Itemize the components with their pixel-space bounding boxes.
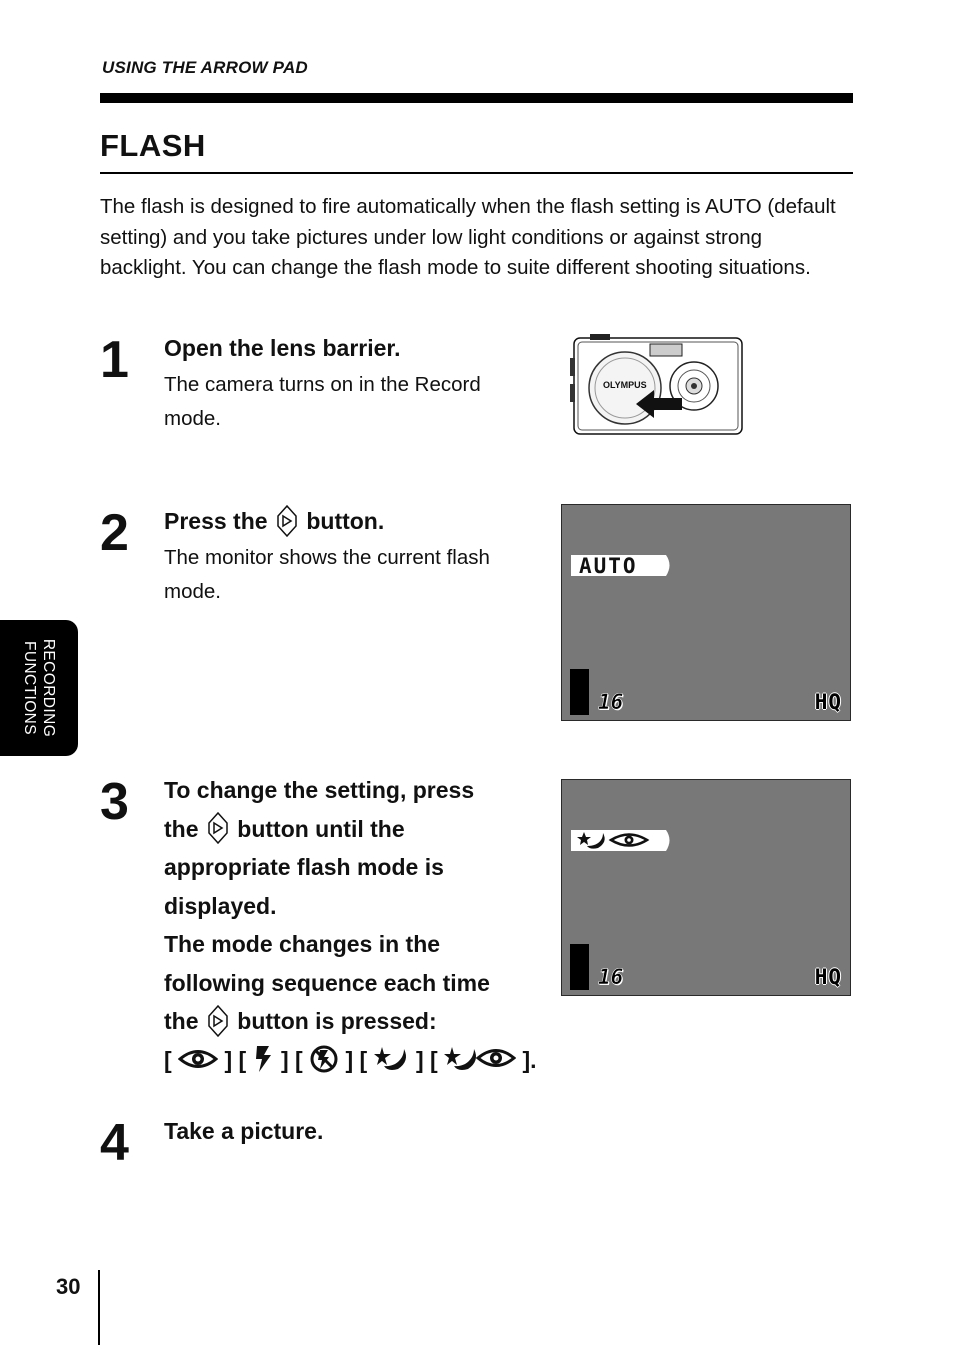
step-2-heading-after: button. [306, 508, 385, 534]
flash-mode-tag [571, 830, 674, 851]
step-3-line-6: following sequence each time [164, 969, 490, 996]
quality-indicator: HQ [814, 690, 842, 714]
right-button-icon [276, 504, 298, 538]
step-2-number: 2 [100, 504, 129, 562]
tag-end-icon [663, 555, 674, 576]
header-section-label: USING THE ARROW PAD [102, 58, 308, 77]
flash-mode-tag [571, 555, 674, 576]
monitor-night-red-eye [561, 779, 851, 996]
night-scene-red-eye-icon [577, 831, 659, 850]
step-3-line-1: To change the setting, press [164, 777, 475, 803]
step-1-text: The camera turns on in the Record mode. [164, 373, 481, 430]
side-tab-line-2: FUNCTIONS [21, 640, 38, 736]
step-3-heading [164, 771, 544, 1079]
monitor-auto [561, 504, 851, 721]
step-3-line-4: displayed. [164, 892, 277, 919]
step-2-heading-before: Press the [164, 508, 268, 534]
fill-in-flash-icon [253, 1044, 275, 1074]
flash-off-icon [309, 1044, 339, 1074]
step-3-line-3: appropriate flash mode is [164, 854, 444, 880]
step-3-line-5: The mode changes in the [164, 931, 441, 957]
night-scene-red-eye-icon [444, 1045, 516, 1073]
flash-mode-label: AUTO [571, 555, 663, 576]
frame-count: 16 [598, 690, 624, 714]
step-4-number: 4 [100, 1114, 129, 1172]
section-side-tab [0, 620, 78, 756]
step-1-heading: Open the lens barrier. [164, 335, 401, 361]
step-3-line-7: the button is pressed: [164, 1002, 544, 1041]
side-tab-line-1: RECORDING [40, 638, 57, 738]
step-4-heading: Take a picture. [164, 1118, 324, 1144]
page-number: 30 [56, 1274, 81, 1299]
camera-brand-text: OLYMPUS [603, 380, 647, 390]
camera-illustration [570, 332, 748, 438]
tag-end-icon [663, 830, 674, 851]
flash-mode-sequence: [ ] [ ] [ ] [ ] [ ]. [164, 1041, 544, 1080]
header-rule [100, 93, 853, 103]
right-button-icon [207, 811, 229, 845]
intro-paragraph: The flash is designed to fire automatically when the flash setting is AUTO (default setting) and you take pictures under low light conditions or against strong backlight. You can change the flash mode to suite different shooting situations. [100, 195, 836, 279]
step-1-number: 1 [100, 331, 129, 389]
page-title: FLASH [100, 128, 206, 163]
frame-count: 16 [598, 965, 624, 989]
step-3-line-2: the button until the [164, 810, 544, 849]
page-number-rule [98, 1270, 100, 1345]
step-2-text: The monitor shows the current flash mode. [164, 546, 490, 603]
right-button-icon [207, 1004, 229, 1038]
quality-indicator: HQ [814, 965, 842, 989]
red-eye-reduction-icon [178, 1046, 218, 1072]
title-rule [100, 172, 853, 174]
battery-bar [570, 944, 589, 990]
step-2-heading [164, 502, 384, 541]
battery-bar [570, 669, 589, 715]
night-scene-icon [374, 1045, 410, 1073]
step-3-number: 3 [100, 773, 129, 831]
